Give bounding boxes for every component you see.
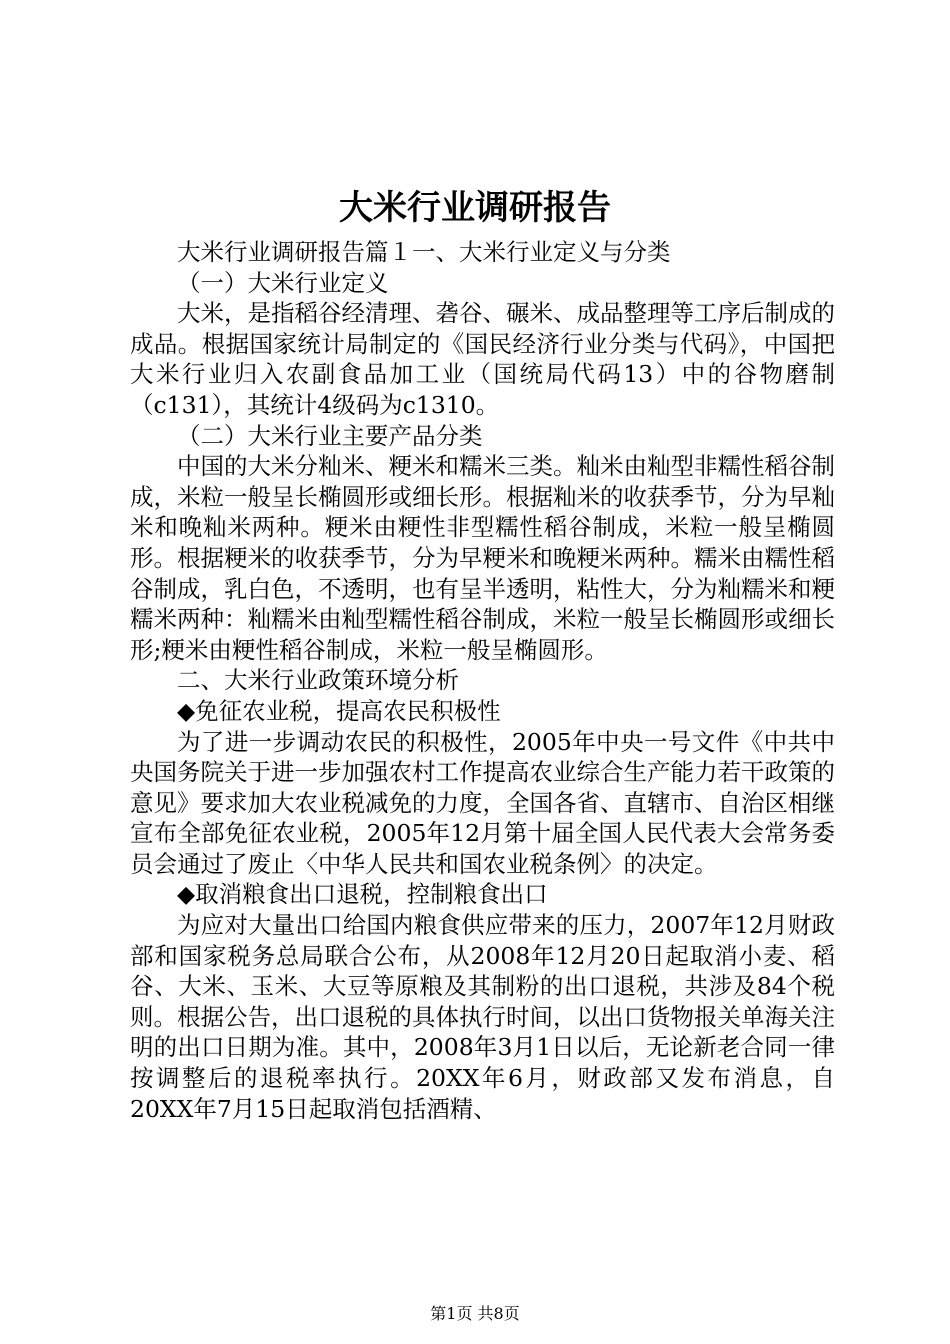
section-heading: 二、大米行业政策环境分析 [177,666,459,695]
bullet-heading: ◆免征农业税，提高农民积极性 [177,696,501,725]
paragraph: 为了进一步调动农民的积极性，2005年中央一号文件《中共中央国务院关于进一步加强农村工作提高农业综合生产能力若干政策的意见》要求加大农业税减免的力度，全国各省、直辖市、自治区相继宣布全部免征农业税，2005年12月第十届全国人民代表大会常务委员会通过了废止〈中华人民共和国农业税条例〉的决定。 [130,727,835,878]
page-number: 第1页 共8页 [430,1304,520,1323]
paragraph: 大米行业调研报告篇１一、大米行业定义与分类 [177,238,671,266]
section-heading: （一）大米行业定义 [177,268,389,297]
document-title: 大米行业调研报告 [339,188,611,228]
bullet-heading: ◆取消粮食出口退税，控制粮食出口 [177,880,548,909]
section-heading: （二）大米行业主要产品分类 [177,421,483,450]
document-body [130,237,835,1124]
paragraph: 为应对大量出口给国内粮食供应带来的压力，2007年12月财政部和国家税务总局联合公布，从2008年12月20日起取消小麦、稻谷、大米、玉米、大豆等原粮及其制粉的出口退税，共涉及84个税则。根据公告，出口退税的具体执行时间，以出口货物报关单海关注明的出口日期为准。其中，2008年3月1日以后，无论新老合同一律按调整后的退税率执行。20XX年6月，财政部又发布消息，自20XX年7月15日起取消包括酒精、 [130,911,835,1123]
paragraph: 中国的大米分籼米、粳米和糯米三类。籼米由籼型非糯性稻谷制成，米粒一般呈长椭圆形或细长形。根据籼米的收获季节，分为早籼米和晚籼米两种。粳米由粳性非型糯性稻谷制成，米粒一般呈椭圆形。根据粳米的收获季节，分为早粳米和晚粳米两种。糯米由糯性稻谷制成，乳白色，不透明，也有呈半透明，粘性大，分为籼糯米和粳糯米两种：籼糯米由籼型糯性稻谷制成，米粒一般呈长椭圆形或细长形;粳米由粳性稻谷制成，米粒一般呈椭圆形。 [130,452,835,664]
paragraph: 大米，是指稻谷经清理、砻谷、碾米、成品整理等工序后制成的成品。根据国家统计局制定的《国民经济行业分类与代码》，中国把大米行业归入农副食品加工业（国统局代码13）中的谷物磨制（c131），其统计4级码为c1310。 [130,299,835,419]
